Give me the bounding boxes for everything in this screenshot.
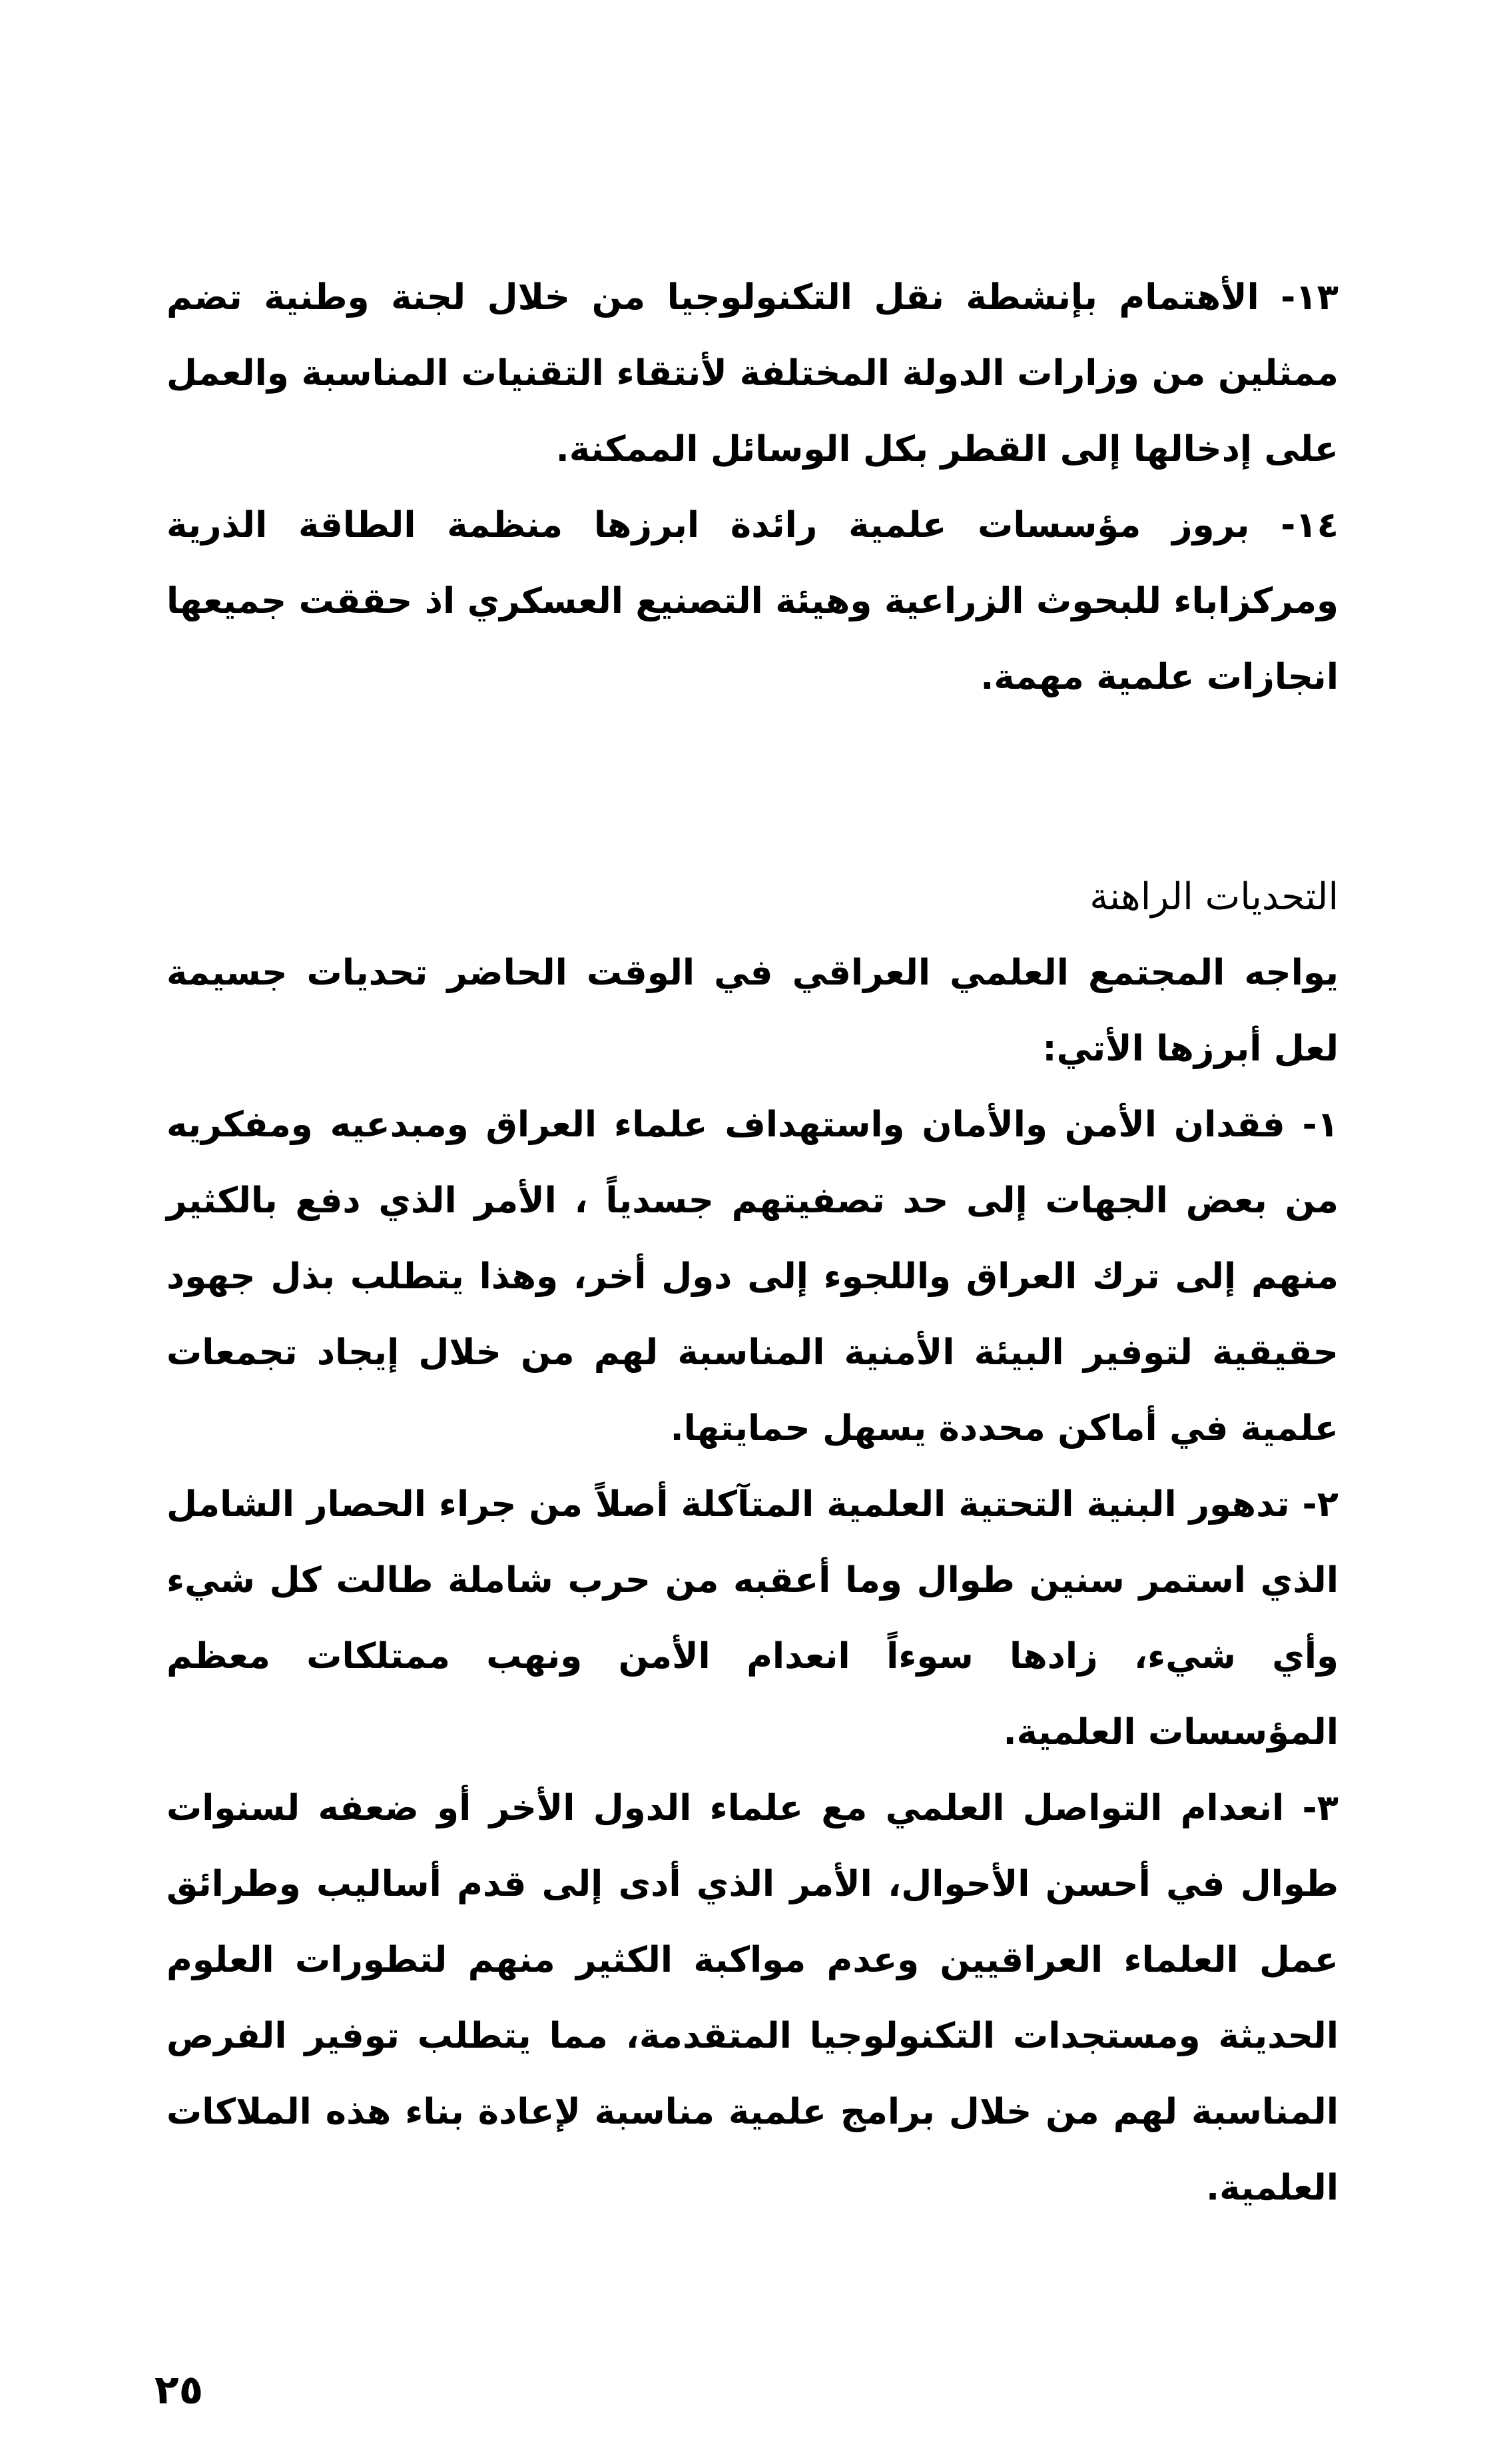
section-heading: التحديات الراهنة — [1089, 875, 1339, 919]
challenge-item-3: ٣- انعدام التواصل العلمي مع علماء الدول الأخر أو ضعفه لسنوات طوال في أحسن الأحوال، الأمر الذي أدى إلى قدم أساليب وطرائق عمل العلماء العراقيين وعدم مواكبة الكثير منهم لتطورات العلوم الحديثة ومستجدات التكنولوجيا المتقدمة، مما يتطلب توفير الفرص المناسبة لهم من خلال برامج علمية مناسبة لإعادة بناء هذه الملاكات العلمية. — [166, 1788, 1339, 2208]
list-item-14: ١٤- بروز مؤسسات علمية رائدة ابرزها منظمة الطاقة الذرية ومركزاباء للبحوث الزراعية وهيئة التصنيع العسكري اذ حققت جميعها انجازات علمية مهمة. — [166, 505, 1339, 697]
list-item-13: ١٣- الأهتمام بإنشطة نقل التكنولوجيا من خلال لجنة وطنية تضم ممثلين من وزارات الدولة المختلفة لأنتقاء التقنيات المناسبة والعمل على إدخالها إلى القطر بكل الوسائل الممكنة. — [166, 277, 1339, 470]
challenge-item-2: ٢- تدهور البنية التحتية العلمية المتآكلة أصلاً من جراء الحصار الشامل الذي استمر سنين طوال وما أعقبه من حرب شاملة طالت كل شيء وأي شيء، زادها سوءاً انعدام الأمن ونهب ممتلكات معظم المؤسسات العلمية. — [166, 1484, 1339, 1753]
numbered-list-continued — [166, 260, 1339, 715]
page-number: ٢٥ — [154, 2367, 204, 2413]
challenge-item-1: ١- فقدان الأمن والأمان واستهداف علماء العراق ومبدعيه ومفكريه من بعض الجهات إلى حد تصفيتهم جسدياً ، الأمر الذي دفع بالكثير منهم إلى ترك العراق واللجوء إلى دول أخر، وهذا يتطلب بذل جهود حقيقية لتوفير البيئة الأمنية المناسبة لهم من خلال إيجاد تجمعات علمية في أماكن محددة يسهل حمايتها. — [166, 1104, 1339, 1449]
section-intro: يواجه المجتمع العلمي العراقي في الوقت الحاضر تحديات جسيمة لعل أبرزها الأتي: — [166, 953, 1339, 1069]
current-challenges-section — [166, 859, 1339, 2226]
